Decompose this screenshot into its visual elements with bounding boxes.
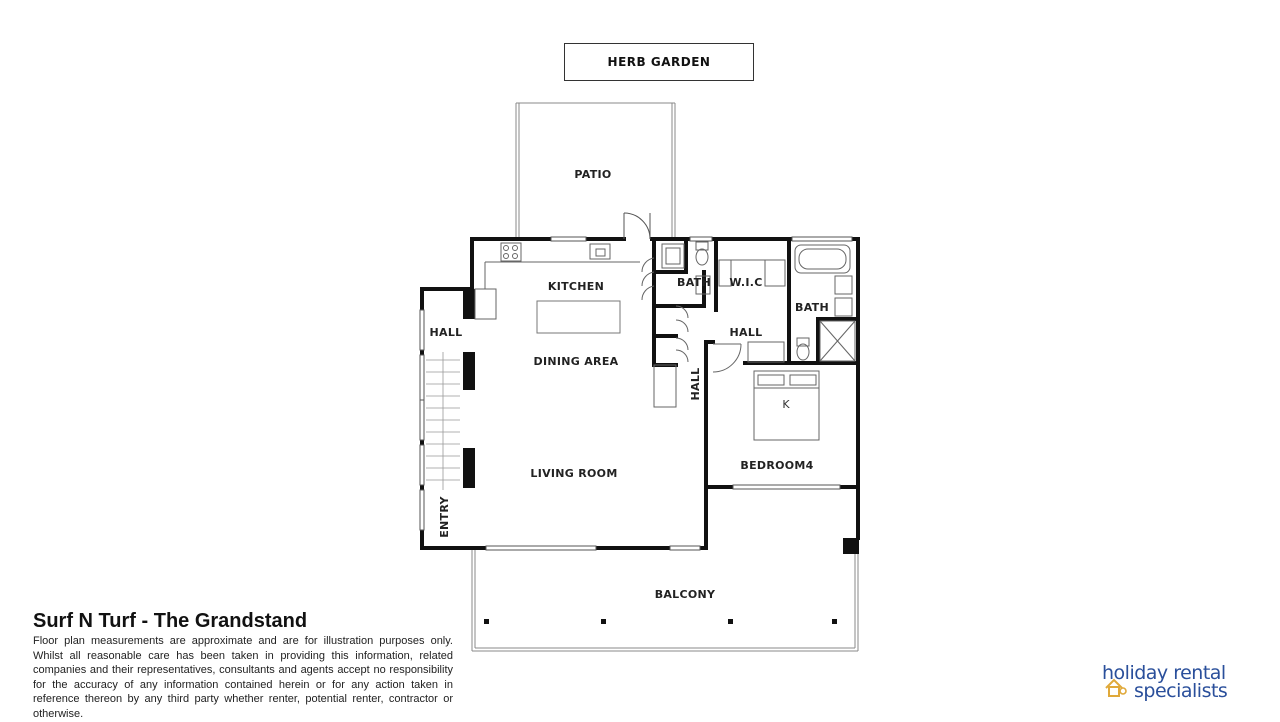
hall-mid-label: HALL: [729, 326, 763, 339]
patio-door: [624, 213, 650, 239]
property-title: Surf N Turf - The Grandstand: [33, 610, 308, 632]
herb-garden-text: HERB GARDEN: [607, 55, 711, 69]
wic-label: W.I.C: [729, 276, 763, 289]
exterior-walls: [422, 239, 858, 548]
entry-label: ENTRY: [438, 496, 451, 538]
balcony-label: BALCONY: [654, 588, 716, 601]
bedroom4-label: BEDROOM4: [740, 459, 814, 472]
stairs: [426, 352, 460, 490]
bath-2-label: BATH: [795, 301, 829, 314]
cabinets: [642, 244, 688, 407]
logo-line-1: holiday rental: [1102, 662, 1226, 684]
logo-line-2: specialists: [1134, 680, 1228, 702]
wall-blocks: [463, 289, 859, 554]
company-logo: [1100, 662, 1240, 706]
disclaimer-text: Floor plan measurements are approximate and are for illustration purposes only. Whilst all reasonable care has been taken in providing this information, related companies and their representatives, consultants and agents accept no responsibility for the accuracy of any information contained herein or for any action taken in reference thereon by any third party whether renter, potential renter, contractor or otherwise.: [33, 635, 453, 720]
patio-label: PATIO: [574, 168, 612, 181]
hall-vertical-label: HALL: [689, 367, 702, 401]
hall-left-label: HALL: [429, 326, 463, 339]
living-room-label: LIVING ROOM: [530, 467, 618, 480]
kitchen-label: KITCHEN: [547, 280, 605, 293]
bath-1-label: BATH: [677, 276, 711, 289]
bed-marker: K: [782, 398, 790, 411]
bath-fixtures: [696, 242, 855, 372]
dining-area-label: DINING AREA: [533, 355, 619, 368]
balcony-posts: [484, 619, 837, 624]
